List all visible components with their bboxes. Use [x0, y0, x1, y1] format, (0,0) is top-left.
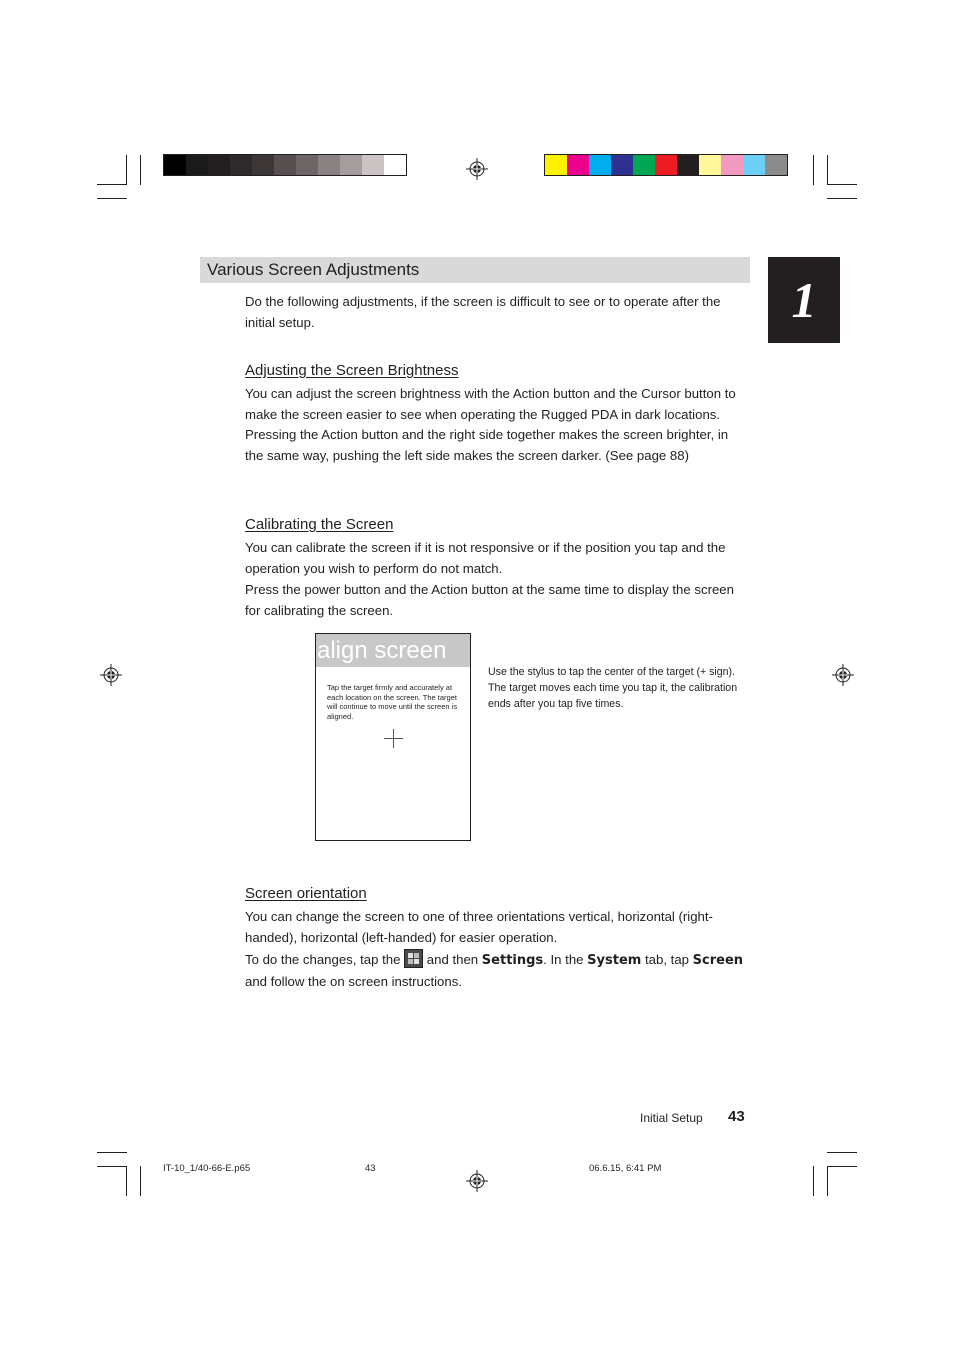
- crop-mark: [827, 1152, 857, 1153]
- brightness-paragraph: You can adjust the screen brightness with the Action button and the Cursor button to make the screen easier to see when operating the Rugged PDA in dark locations. Pressing the Action button and the right side together makes the screen brighter, in the same way, pushing the left side makes the screen darker. (See page 88): [245, 386, 736, 464]
- grayscale-swatch: [274, 155, 296, 175]
- crop-mark: [827, 155, 828, 185]
- slug-filename: IT-10_1/40-66-E.p65: [163, 1163, 251, 1174]
- grayscale-swatch: [296, 155, 318, 175]
- process-swatch: [721, 155, 743, 175]
- crop-mark: [97, 1166, 127, 1167]
- brightness-heading: Adjusting the Screen Brightness: [245, 362, 459, 379]
- settings-keyword: Settings: [481, 953, 544, 968]
- intro-paragraph: Do the following adjustments, if the screen is difficult to see or to operate after the initial setup.: [245, 294, 721, 330]
- process-swatch: [567, 155, 589, 175]
- grayscale-swatch: [340, 155, 362, 175]
- text-run: tab, tap: [645, 952, 689, 967]
- registration-target-icon: [100, 664, 122, 686]
- grayscale-swatch: [252, 155, 274, 175]
- grayscale-swatch: [186, 155, 208, 175]
- chapter-tab: [768, 257, 840, 343]
- text-run: and then: [426, 952, 479, 967]
- grayscale-swatch: [208, 155, 230, 175]
- registration-target-icon: [832, 664, 854, 686]
- start-menu-icon: [404, 949, 423, 968]
- crop-mark: [126, 1166, 127, 1196]
- crop-mark: [827, 184, 857, 185]
- section-title: Various Screen Adjustments: [200, 257, 750, 283]
- process-swatch: [589, 155, 611, 175]
- text-run: and follow the on screen instructions.: [245, 973, 462, 989]
- footer-section-label: Initial Setup: [640, 1111, 703, 1125]
- orientation-paragraph-2: [245, 949, 750, 992]
- page-number: 43: [728, 1108, 745, 1125]
- process-swatch: [655, 155, 677, 175]
- orientation-heading: Screen orientation: [245, 885, 367, 902]
- crop-mark: [827, 1166, 828, 1196]
- calibrate-heading: Calibrating the Screen: [245, 516, 394, 533]
- process-swatch: [743, 155, 765, 175]
- process-swatch: [633, 155, 655, 175]
- process-swatch: [765, 155, 787, 175]
- crop-mark: [827, 198, 857, 199]
- grayscale-color-bar: [163, 154, 407, 176]
- crop-mark: [813, 1166, 814, 1196]
- calibrate-paragraph-1: You can calibrate the screen if it is not responsive or if the position you tap and the operation you wish to perform do not match.: [245, 540, 726, 576]
- screenshot-caption: Use the stylus to tap the center of the target (+ sign). The target moves each time you tap it, the calibration ends after you tap five times.: [488, 666, 738, 710]
- grayscale-swatch: [318, 155, 340, 175]
- slug-date: 06.6.15, 6:41 PM: [589, 1163, 662, 1174]
- crop-mark: [140, 1166, 141, 1196]
- crop-mark: [126, 155, 127, 185]
- registration-target-icon: [466, 1170, 488, 1192]
- align-screen-title: align screen: [316, 634, 470, 667]
- orientation-paragraph-1: You can change the screen to one of three orientations vertical, horizontal (right-handed), horizontal (left-handed) for easier operation.: [245, 909, 713, 945]
- align-screen-screenshot: [315, 633, 471, 841]
- screen-keyword: Screen: [692, 953, 744, 968]
- crop-mark: [97, 1152, 127, 1153]
- process-swatch: [677, 155, 699, 175]
- grayscale-swatch: [230, 155, 252, 175]
- grayscale-swatch: [362, 155, 384, 175]
- grayscale-swatch: [384, 155, 406, 175]
- slug-page: 43: [365, 1163, 376, 1174]
- process-swatch: [545, 155, 567, 175]
- crop-mark: [97, 184, 127, 185]
- grayscale-swatch: [164, 155, 186, 175]
- registration-target-icon: [466, 158, 488, 180]
- calibration-target-icon: [384, 729, 403, 748]
- chapter-number: 1: [791, 272, 817, 328]
- crop-mark: [140, 155, 141, 185]
- align-screen-instruction: Tap the target firmly and accurately at each location on the screen. The target will continue to move until the screen is aligned.: [327, 683, 458, 721]
- crop-mark: [97, 198, 127, 199]
- process-swatch: [611, 155, 633, 175]
- system-keyword: System: [587, 953, 642, 968]
- calibrate-paragraph-2: Press the power button and the Action button at the same time to display the screen for calibrating the screen.: [245, 582, 734, 618]
- crop-mark: [813, 155, 814, 185]
- process-color-bar: [544, 154, 788, 176]
- text-run: To do the changes, tap the: [245, 952, 401, 967]
- process-swatch: [699, 155, 721, 175]
- text-run: . In the: [543, 952, 584, 967]
- crop-mark: [827, 1166, 857, 1167]
